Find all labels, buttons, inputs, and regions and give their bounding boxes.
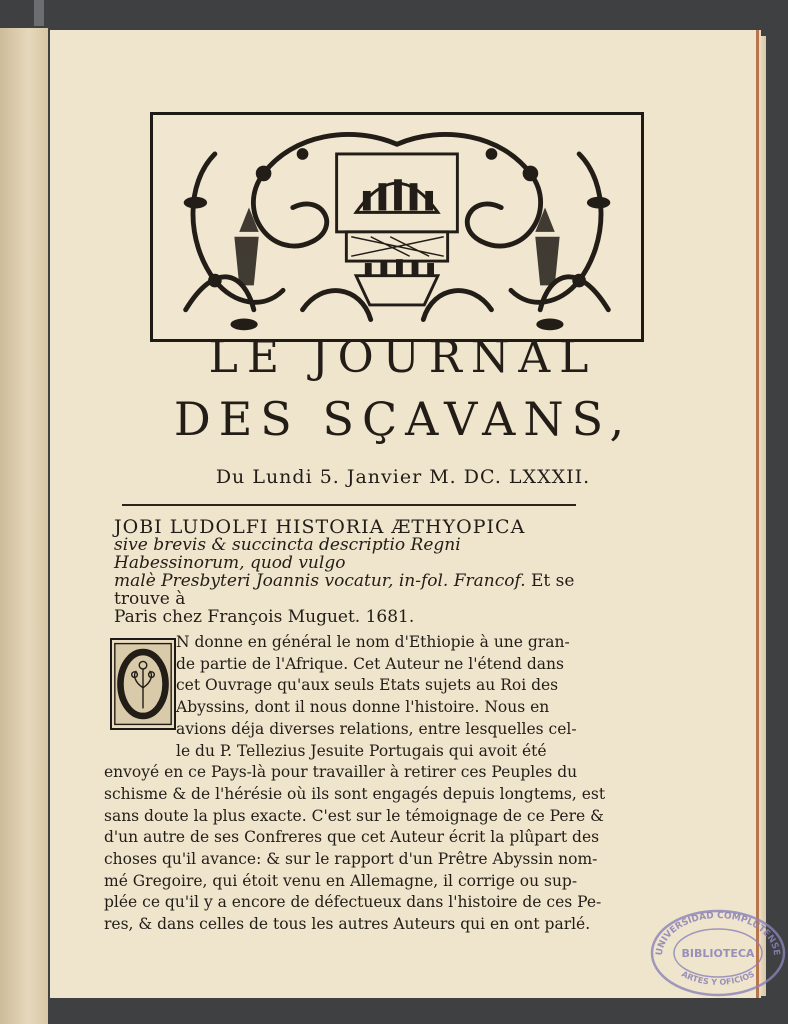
- headpiece-ornament-image: [153, 115, 641, 339]
- article-body: [104, 632, 606, 936]
- body-line: schisme & de l'hérésie où ils sont engagés depuis longtems, est: [104, 784, 606, 803]
- body-line: choses qu'il avance: & sur le rapport d'un Prêtre Abyssin nom-: [104, 850, 598, 869]
- article-subtitle-line-1: [114, 536, 584, 572]
- book-page: [50, 30, 782, 998]
- stamp-center-text: BIBLIOTECA: [681, 947, 755, 960]
- body-line: d'un autre de ses Confreres que cet Auteur écrit la plûpart des: [104, 828, 600, 847]
- body-line: plée ce qu'il y a encore de défectueux dans l'histoire de ces Pe-: [104, 893, 602, 912]
- ornamental-headpiece: [150, 112, 644, 342]
- article-title-caps: JOBI LUDOLFI HISTORIA ÆTHYOPICA: [114, 516, 526, 538]
- body-line: le du P. Tellezius Jesuite Portugais qui avoit été: [176, 741, 547, 760]
- horizontal-rule: [122, 504, 576, 506]
- page-fore-edge: [756, 36, 766, 996]
- library-stamp: [646, 906, 788, 1000]
- body-line: avions déja diverses relations, entre lesquelles cel-: [176, 719, 577, 738]
- article-subtitle-italic-2: malè Presbyteri Joannis vocatur, in-fol. Francof.: [114, 571, 526, 591]
- library-stamp-seal: [646, 906, 788, 1000]
- article-subtitle-italic-1: sive brevis & succincta descriptio Regni Habessinorum, quod vulgo: [114, 535, 461, 573]
- scanner-strip: [34, 0, 44, 26]
- stamp-bottom-text: ARTES Y OFICIOS: [680, 969, 756, 987]
- body-line: sans doute la plus exacte. C'est sur le témoignage de ce Pere &: [104, 806, 604, 825]
- body-line: mé Gregoire, qui étoit venu en Allemagne, il corrige ou sup-: [104, 871, 578, 890]
- body-line: res, & dans celles de tous les autres Auteurs qui en ont parlé.: [104, 915, 591, 934]
- article-publisher-line: Paris chez François Muguet. 1681.: [114, 607, 415, 627]
- article-heading: [114, 518, 584, 626]
- body-line: envoyé en ce Pays-là pour travailler à retirer ces Peuples du: [104, 763, 578, 782]
- body-line: N donne en général le nom d'Ethiopie à une gran-: [176, 633, 570, 651]
- body-line: Abyssins, dont il nous donne l'histoire. Nous en: [176, 698, 550, 717]
- body-line: cet Ouvrage qu'aux seuls Etats sujets au Roi des: [176, 676, 559, 695]
- facing-page-edge: [0, 28, 48, 1024]
- issue-dateline: Du Lundi 5. Janvier M. DC. LXXXII.: [215, 466, 591, 488]
- article-subtitle-line-2: [114, 572, 584, 608]
- journal-title-line-1: LE JOURNAL: [208, 332, 598, 383]
- stamp-top-text: UNIVERSIDAD COMPLUTENSE: [654, 910, 782, 957]
- article-subtitle-tail: Et se trouve à: [114, 571, 575, 609]
- body-line: de partie de l'Afrique. Cet Auteur ne l'étend dans: [176, 654, 564, 673]
- journal-title-line-2: DES SÇAVANS,: [173, 392, 633, 446]
